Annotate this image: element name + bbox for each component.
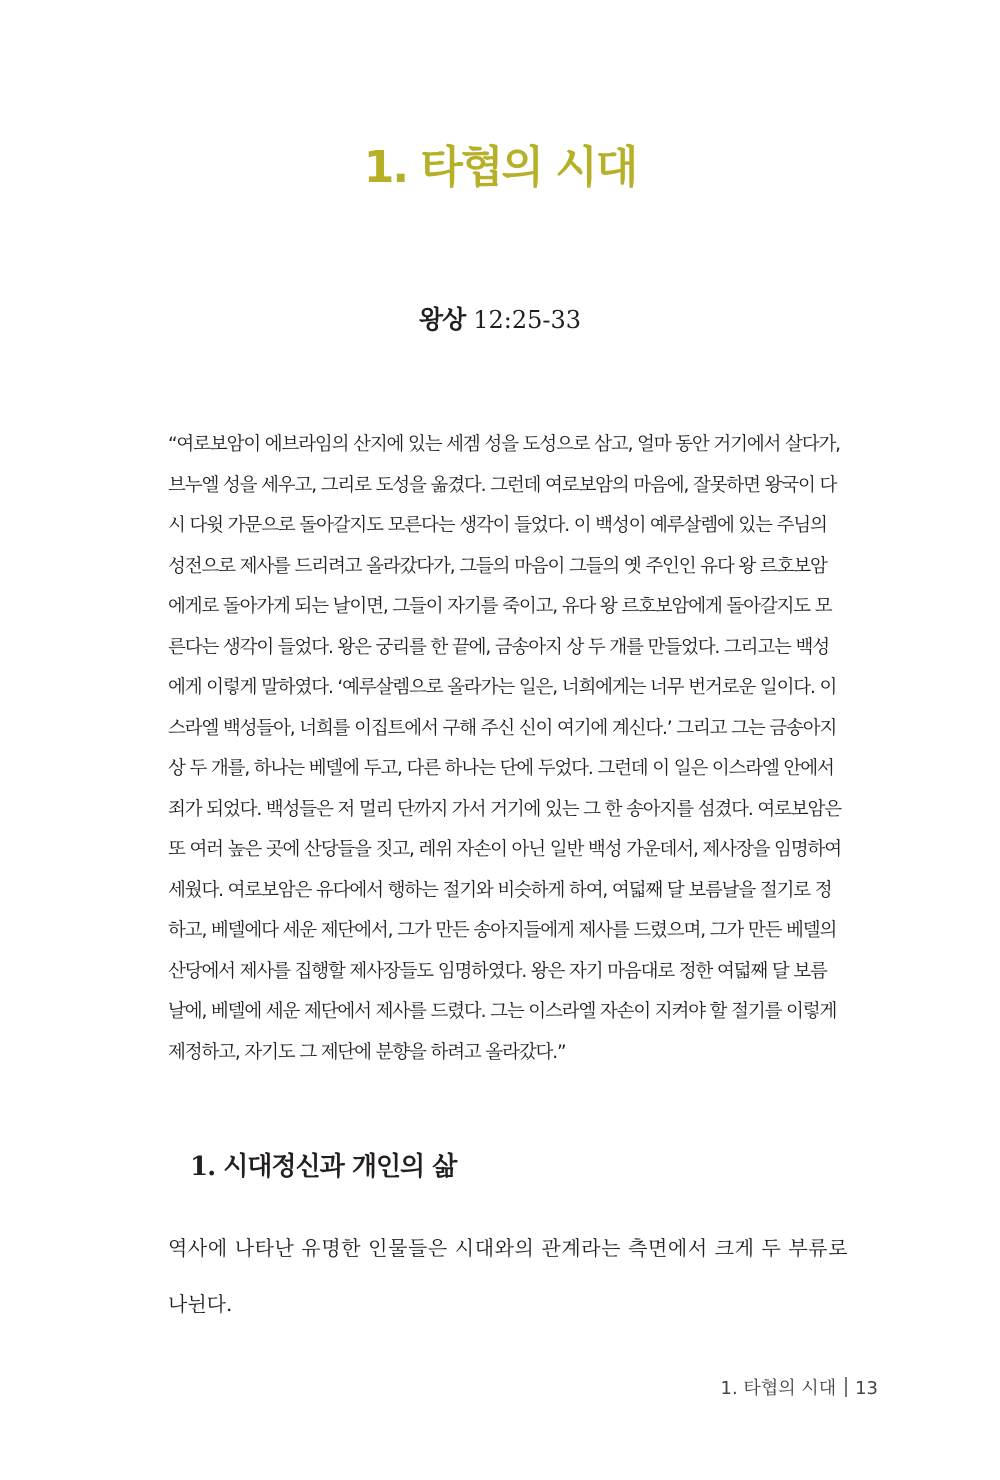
body-line: 나뉜다.	[168, 1292, 233, 1316]
quote-line: 하고, 베델에다 세운 제단에서, 그가 만든 송아지들에게 제사를 드렸으며, 그가 만든 베델의	[168, 920, 837, 941]
page-footer	[721, 1374, 878, 1404]
scripture-quote	[168, 425, 894, 1073]
quote-line: 날에, 베델에 세운 제단에서 제사를 드렸다. 그는 이스라엘 자손이 지켜야 할 절기를 이렇게	[168, 1001, 837, 1022]
quote-line: 또 여러 높은 곳에 산당들을 짓고, 레위 자손이 아닌 일반 백성 가운데서, 제사장을 임명하여	[168, 839, 841, 860]
section-heading: 1. 시대정신과 개인의 삶	[190, 1152, 457, 1182]
running-title: 1. 타협의 시대	[720, 1378, 837, 1399]
quote-line: 브누엘 성을 세우고, 그리로 도성을 옮겼다. 그런데 여로보암의 마음에, 잘못하면 왕국이 다	[168, 474, 837, 496]
quote-line: 죄가 되었다. 백성들은 저 멀리 단까지 가서 거기에 있는 그 한 송아지를 섬겼다. 여로보암은	[168, 798, 841, 820]
chapter-title: 1. 타협의 시대	[363, 142, 637, 193]
quote-line: 에게로 돌아가게 되는 날이면, 그들이 자기를 죽이고, 유다 왕 르호보암에게 돌아갈지도 모	[168, 596, 832, 617]
body-line: 역사에 나타난 유명한 인물들은 시대와의 관계라는 측면에서 크게 두 부류로	[168, 1236, 849, 1260]
quote-line: 산당에서 제사를 집행할 제사장들도 임명하였다. 왕은 자기 마음대로 정한 여덟째 달 보름	[168, 960, 827, 982]
quote-line: 른다는 생각이 들었다. 왕은 궁리를 한 끝에, 금송아지 상 두 개를 만들었다. 그리고는 백성	[168, 636, 829, 658]
quote-line: 제정하고, 자기도 그 제단에 분향을 하려고 올라갔다.”	[168, 1041, 566, 1063]
quote-line: 상 두 개를, 하나는 베델에 두고, 다른 하나는 단에 두었다. 그런데 이 일은 이스라엘 안에서	[168, 758, 834, 779]
quote-line: 스라엘 백성들아, 너희를 이집트에서 구해 주신 신이 여기에 계신다.’ 그리고 그는 금송아지	[168, 717, 837, 739]
page-number: 13	[855, 1378, 878, 1399]
footer-divider	[845, 1377, 847, 1397]
scripture-book: 왕상	[418, 305, 466, 334]
scripture-reference	[0, 302, 1000, 338]
scripture-verses: 12:25-33	[473, 306, 582, 334]
quote-line: 성전으로 제사를 드리려고 올라갔다가, 그들의 마음이 그들의 옛 주인인 유다 왕 르호보암	[168, 555, 827, 577]
quote-line: 시 다윗 가문으로 돌아갈지도 모른다는 생각이 들었다. 이 백성이 예루살렘에 있는 주님의	[168, 515, 827, 536]
quote-line: “여로보암이 에브라임의 산지에 있는 세겜 성을 도성으로 삼고, 얼마 동안 거기에서 살다가,	[168, 434, 840, 455]
quote-line: 세웠다. 여로보암은 유다에서 행하는 절기와 비슷하게 하여, 여덟째 달 보름날을 절기로 정	[168, 879, 832, 901]
quote-line: 에게 이렇게 말하였다. ‘예루살렘으로 올라가는 일은, 너희에게는 너무 번거로운 일이다. 이	[168, 677, 837, 698]
body-paragraph	[168, 1225, 894, 1337]
